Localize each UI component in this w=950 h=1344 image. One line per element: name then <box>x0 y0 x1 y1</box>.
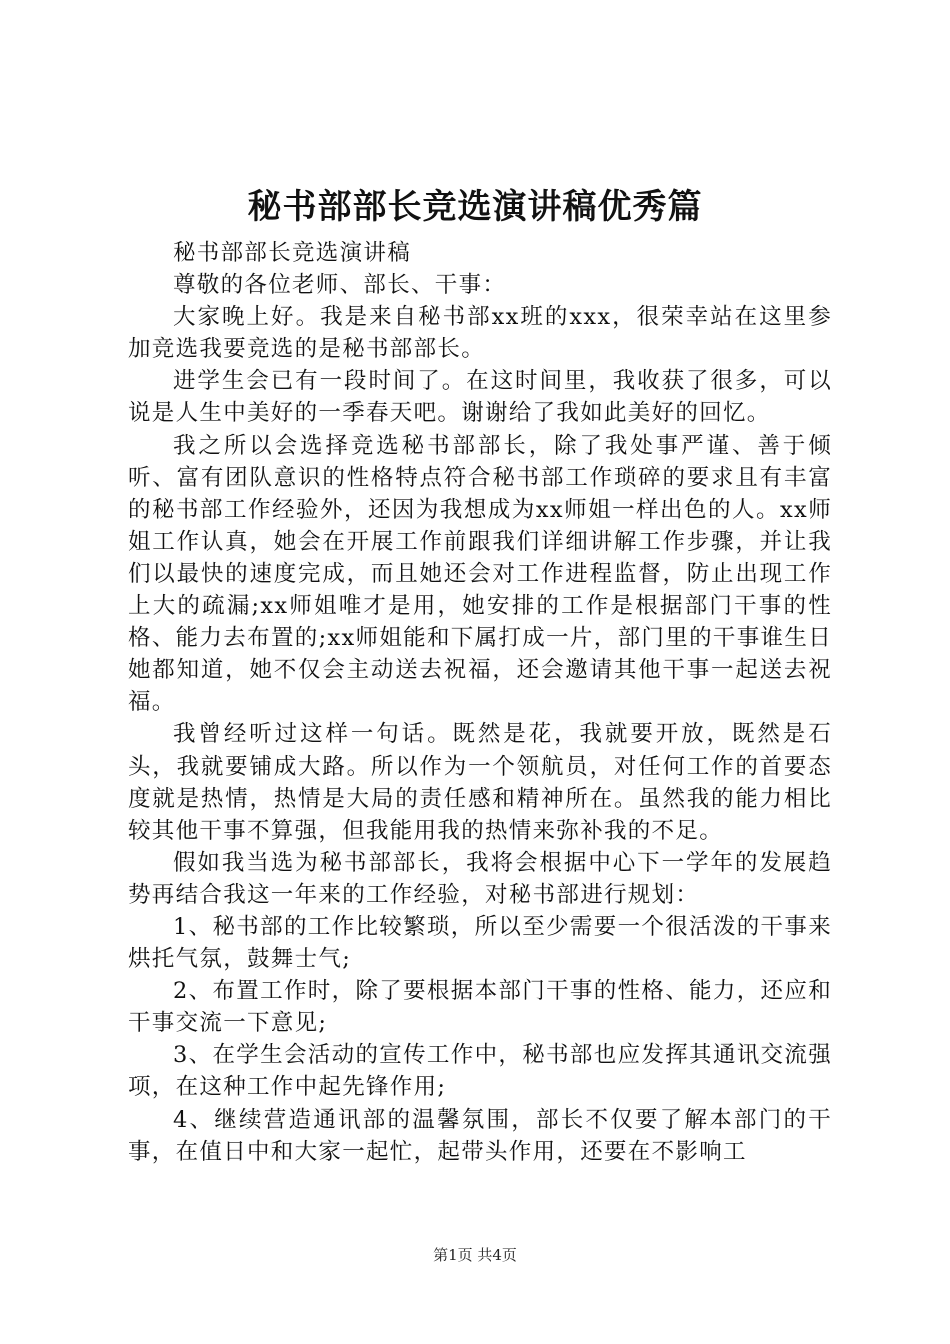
paragraph: 假如我当选为秘书部部长，我将会根据中心下一学年的发展趋势再结合我这一年来的工作经验，对秘书部进行规划： <box>128 849 832 908</box>
list-item: 4、继续营造通讯部的温馨氛围，部长不仅要了解本部门的干事，在值日中和大家一起忙，起带头作用，还要在不影响工 <box>128 1106 832 1165</box>
paragraph: 大家晚上好。我是来自秘书部xx班的xxx，很荣幸站在这里参加竞选我要竞选的是秘书部部长。 <box>128 304 832 363</box>
paragraph: 进学生会已有一段时间了。在这时间里，我收获了很多，可以说是人生中美好的一季春天吧。谢谢给了我如此美好的回忆。 <box>128 368 832 427</box>
paragraph: 我之所以会选择竞选秘书部部长，除了我处事严谨、善于倾听、富有团队意识的性格特点符合秘书部工作琐碎的要求且有丰富的秘书部工作经验外，还因为我想成为xx师姐一样出色的人。xx师姐工作认真，她会在开展工作前跟我们详细讲解工作步骤，并让我们以最快的速度完成，而且她还会对工作进程监督，防止出现工作上大的疏漏;xx师姐唯才是用，她安排的工作是根据部门干事的性格、能力去布置的;xx师姐能和下属打成一片，部门里的干事谁生日她都知道，她不仅会主动送去祝福，还会邀请其他干事一起送去祝福。 <box>128 432 832 716</box>
document-title: 秘书部部长竞选演讲稿优秀篇 <box>247 187 703 227</box>
page-footer: 第1页 共4页 <box>433 1246 517 1264</box>
document-body <box>128 237 832 1168</box>
paragraph-salutation: 尊敬的各位老师、部长、干事： <box>173 272 507 299</box>
paragraph-subtitle: 秘书部部长竞选演讲稿 <box>173 240 412 266</box>
list-item: 2、布置工作时，除了要根据本部门干事的性格、能力，还应和干事交流一下意见; <box>128 978 832 1037</box>
list-item: 3、在学生会活动的宣传工作中，秘书部也应发挥其通讯交流强项，在这种工作中起先锋作用; <box>128 1042 832 1101</box>
list-item: 1、秘书部的工作比较繁琐，所以至少需要一个很活泼的干事来烘托气氛，鼓舞士气; <box>128 913 832 973</box>
paragraph: 我曾经听过这样一句话。既然是花，我就要开放，既然是石头，我就要铺成大路。所以作为一个领航员，对任何工作的首要态度就是热情，热情是大局的责任感和精神所在。虽然我的能力相比较其他干事不算强，但我能用我的热情来弥补我的不足。 <box>128 721 832 844</box>
